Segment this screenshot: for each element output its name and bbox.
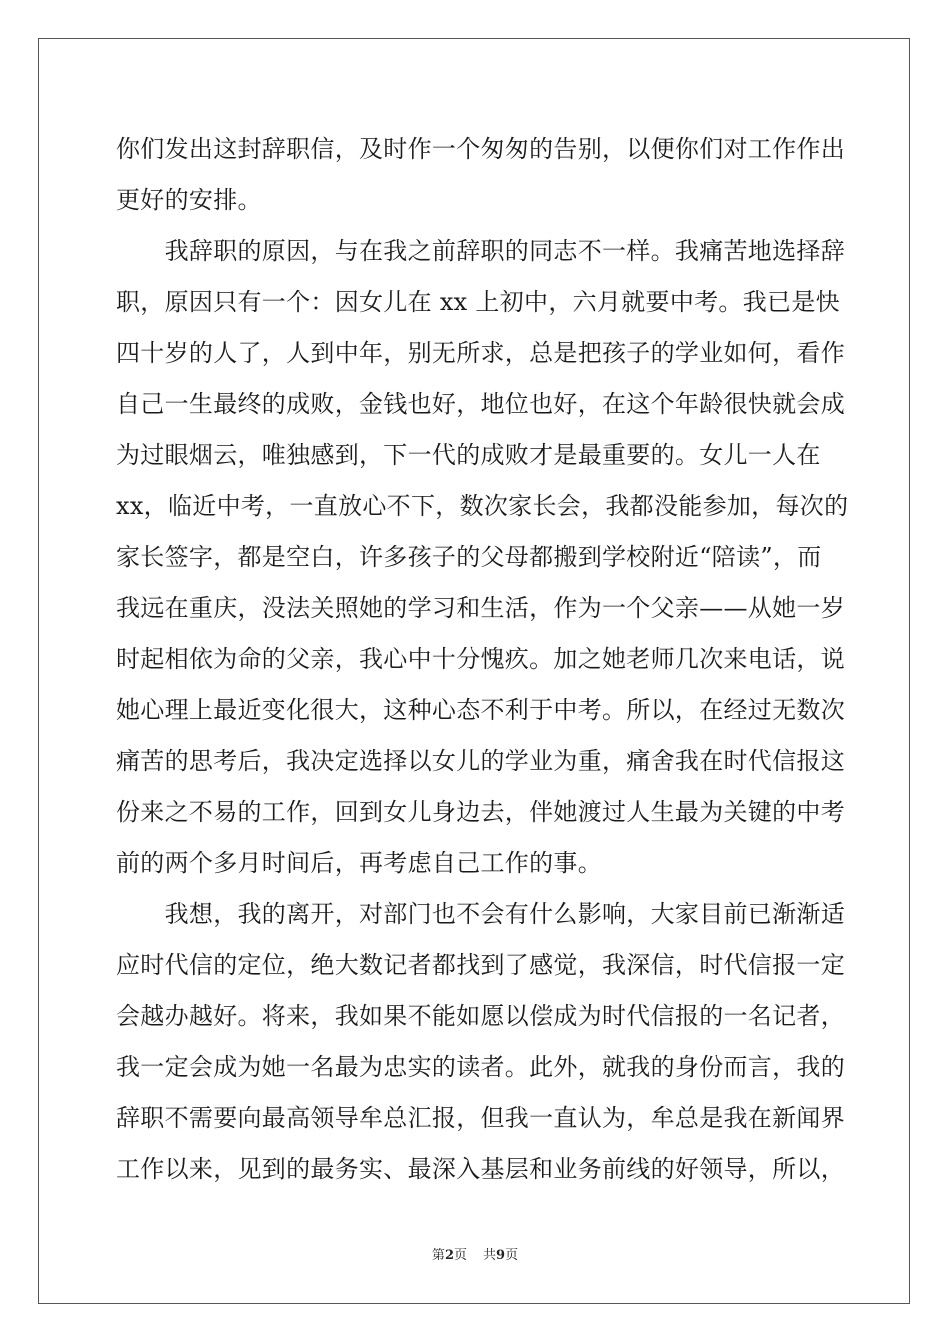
total-number: 9 [496,1248,506,1263]
text-line: 份来之不易的工作，回到女儿身边去，伴她渡过人生最为关键的中考 [116,798,845,826]
letter-body [116,124,849,1195]
text-line: 她心理上最近变化很大，这种心态不利于中考。所以，在经过无数次 [116,696,845,724]
total-pages-indicator [483,1247,518,1265]
total-prefix: 共 [483,1248,497,1263]
text-line: 你们发出这封辞职信，及时作一个匆匆的告别，以便你们对工作作出 [116,135,845,163]
text-line: 我想，我的离开，对部门也不会有什么影响，大家目前已渐渐适 [116,900,845,928]
text-line: 四十岁的人了，人到中年，别无所求，总是把孩子的学业如何，看作 [116,339,845,367]
text-line: 更好的安排。 [116,186,262,214]
total-suffix: 页 [505,1248,519,1263]
page-footer [0,1247,950,1265]
page-indicator [432,1247,467,1265]
text-line: 痛苦的思考后，我决定选择以女儿的学业为重，痛舍我在时代信报这 [116,747,845,775]
text-line: 我一定会成为她一名最为忠实的读者。此外，就我的身份而言，我的 [116,1053,845,1081]
text-line: 工作以来，见到的最务实、最深入基层和业务前线的好领导，所以， [116,1155,845,1183]
page-suffix: 页 [453,1248,467,1263]
page-prefix: 第 [431,1248,445,1263]
text-line: 我辞职的原因，与在我之前辞职的同志不一样。我痛苦地选择辞 [116,237,845,265]
text-line: 应时代信的定位，绝大数记者都找到了感觉，我深信，时代信报一定 [116,951,845,979]
text-line: 时起相依为命的父亲，我心中十分愧疚。加之她老师几次来电话，说 [116,645,845,673]
text-line: 为过眼烟云，唯独感到，下一代的成败才是最重要的。女儿一人在 [116,441,821,469]
text-line: 职，原因只有一个：因女儿在 xx 上初中，六月就要中考。我已是快 [116,288,840,316]
page-number: 2 [444,1248,454,1263]
text-line: 家长签字，都是空白，许多孩子的父母都搬到学校附近“陪读”，而 [116,543,822,571]
text-line: 我远在重庆，没法关照她的学习和生活，作为一个父亲——从她一岁 [116,594,845,622]
text-line: 会越办越好。将来，我如果不能如愿以偿成为时代信报的一名记者， [116,1002,845,1030]
text-line: xx，临近中考，一直放心不下，数次家长会，我都没能参加，每次的 [116,492,849,520]
text-line: 自己一生最终的成败，金钱也好，地位也好，在这个年龄很快就会成 [116,390,845,418]
text-line: 辞职不需要向最高领导牟总汇报，但我一直认为，牟总是我在新闻界 [116,1104,845,1132]
text-line: 前的两个多月时间后，再考虑自己工作的事。 [116,849,602,877]
